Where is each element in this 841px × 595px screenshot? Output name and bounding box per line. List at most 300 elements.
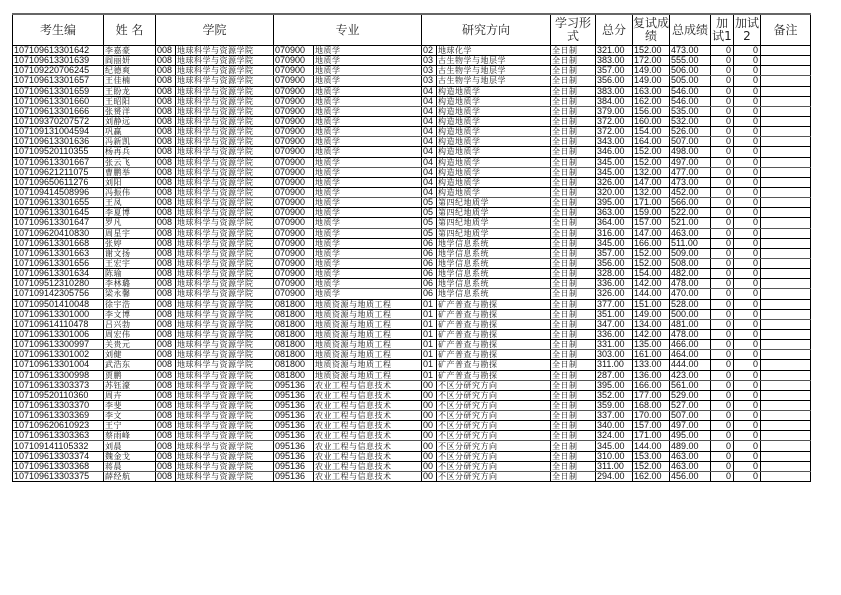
cell-direction: 不区分研究方向 [437, 421, 551, 431]
cell-major: 地质学 [314, 137, 422, 147]
cell-direction: 不区分研究方向 [437, 441, 551, 451]
cell-exam-id: 107109613301656 [13, 258, 104, 268]
cell-retest: 152.00 [633, 258, 670, 268]
cell-retest: 164.00 [633, 137, 670, 147]
cell-remark [761, 269, 811, 279]
cell-major: 农业工程与信息技术 [314, 431, 422, 441]
cell-name: 王佳楠 [104, 76, 156, 86]
cell-study-form: 全日制 [551, 340, 596, 350]
cell-study-form: 全日制 [551, 299, 596, 309]
cell-study-form: 全日制 [551, 390, 596, 400]
cell-extra2: 0 [734, 106, 761, 116]
table-row [13, 431, 811, 441]
cell-final: 423.00 [670, 370, 711, 380]
cell-extra2: 0 [734, 137, 761, 147]
cell-name: 张云飞 [104, 157, 156, 167]
cell-extra1: 0 [711, 137, 734, 147]
cell-exam-id: 107109613301666 [13, 106, 104, 116]
cell-retest: 147.00 [633, 177, 670, 187]
cell-exam-id: 107109613303370 [13, 400, 104, 410]
header-exam-id: 考生编 [13, 14, 104, 46]
cell-major: 农业工程与信息技术 [314, 471, 422, 481]
cell-extra1: 0 [711, 167, 734, 177]
cell-final: 526.00 [670, 127, 711, 137]
cell-direction-code: 04 [422, 187, 437, 197]
cell-remark [761, 56, 811, 66]
cell-college: 地球科学与资源学院 [176, 238, 274, 248]
cell-extra2: 0 [734, 96, 761, 106]
cell-extra1: 0 [711, 228, 734, 238]
cell-total: 316.00 [596, 228, 633, 238]
table-row [13, 187, 811, 197]
cell-extra1: 0 [711, 431, 734, 441]
cell-total: 303.00 [596, 350, 633, 360]
cell-name: 冯新凯 [104, 137, 156, 147]
cell-exam-id: 107109142305756 [13, 289, 104, 299]
cell-total: 311.00 [596, 461, 633, 471]
cell-direction-code: 04 [422, 137, 437, 147]
cell-retest: 134.00 [633, 319, 670, 329]
cell-total: 331.00 [596, 340, 633, 350]
cell-major-code: 070900 [274, 218, 314, 228]
cell-remark [761, 390, 811, 400]
cell-name: 陈瑜 [104, 269, 156, 279]
cell-direction: 不区分研究方向 [437, 411, 551, 421]
cell-direction-code: 04 [422, 177, 437, 187]
cell-retest: 133.00 [633, 360, 670, 370]
cell-remark [761, 461, 811, 471]
cell-extra2: 0 [734, 370, 761, 380]
table-row [13, 167, 811, 177]
cell-study-form: 全日制 [551, 218, 596, 228]
table-row [13, 360, 811, 370]
cell-study-form: 全日制 [551, 471, 596, 481]
cell-college: 地球科学与资源学院 [176, 471, 274, 481]
header-name: 姓 名 [104, 14, 156, 46]
cell-name: 王盼龙 [104, 86, 156, 96]
cell-college: 地球科学与资源学院 [176, 309, 274, 319]
cell-direction: 矿产普查与勘探 [437, 299, 551, 309]
cell-direction: 不区分研究方向 [437, 471, 551, 481]
cell-exam-id: 107109613303363 [13, 431, 104, 441]
cell-final: 546.00 [670, 86, 711, 96]
cell-direction-code: 00 [422, 380, 437, 390]
cell-extra2: 0 [734, 86, 761, 96]
cell-college: 地球科学与资源学院 [176, 157, 274, 167]
cell-direction-code: 05 [422, 218, 437, 228]
admission-score-table [12, 13, 811, 482]
cell-total: 351.00 [596, 309, 633, 319]
cell-direction-code: 01 [422, 319, 437, 329]
cell-extra1: 0 [711, 471, 734, 481]
cell-direction: 矿产普查与勘探 [437, 370, 551, 380]
cell-name: 周星宇 [104, 228, 156, 238]
cell-major: 农业工程与信息技术 [314, 380, 422, 390]
cell-extra2: 0 [734, 309, 761, 319]
cell-name: 刘静远 [104, 116, 156, 126]
cell-college: 地球科学与资源学院 [176, 400, 274, 410]
cell-final: 500.00 [670, 309, 711, 319]
cell-major-code: 095136 [274, 380, 314, 390]
cell-college-code: 008 [156, 187, 176, 197]
cell-final: 495.00 [670, 431, 711, 441]
cell-extra2: 0 [734, 208, 761, 218]
cell-retest: 172.00 [633, 56, 670, 66]
cell-major-code: 095136 [274, 441, 314, 451]
cell-major: 地质学 [314, 238, 422, 248]
cell-final: 444.00 [670, 360, 711, 370]
cell-direction-code: 03 [422, 56, 437, 66]
cell-major-code: 095136 [274, 451, 314, 461]
cell-major-code: 070900 [274, 269, 314, 279]
cell-remark [761, 451, 811, 461]
cell-direction-code: 04 [422, 116, 437, 126]
cell-final: 506.00 [670, 66, 711, 76]
cell-major: 地质学 [314, 228, 422, 238]
cell-major-code: 081800 [274, 340, 314, 350]
cell-direction-code: 00 [422, 431, 437, 441]
cell-exam-id: 107109613303368 [13, 461, 104, 471]
cell-study-form: 全日制 [551, 279, 596, 289]
cell-college: 地球科学与资源学院 [176, 76, 274, 86]
cell-direction: 构造地质学 [437, 86, 551, 96]
cell-direction-code: 01 [422, 370, 437, 380]
cell-total: 336.00 [596, 279, 633, 289]
cell-remark [761, 228, 811, 238]
cell-extra1: 0 [711, 421, 734, 431]
cell-major: 地质学 [314, 86, 422, 96]
cell-college-code: 008 [156, 258, 176, 268]
cell-extra2: 0 [734, 340, 761, 350]
cell-study-form: 全日制 [551, 127, 596, 137]
cell-college: 地球科学与资源学院 [176, 329, 274, 339]
cell-major-code: 070900 [274, 258, 314, 268]
cell-extra2: 0 [734, 421, 761, 431]
cell-college: 地球科学与资源学院 [176, 167, 274, 177]
cell-extra1: 0 [711, 187, 734, 197]
cell-direction-code: 00 [422, 390, 437, 400]
cell-name: 王昭阳 [104, 96, 156, 106]
cell-study-form: 全日制 [551, 309, 596, 319]
table-body [13, 46, 811, 482]
cell-extra1: 0 [711, 66, 734, 76]
cell-name: 梁永馨 [104, 289, 156, 299]
cell-college-code: 008 [156, 370, 176, 380]
cell-remark [761, 137, 811, 147]
cell-direction-code: 00 [422, 471, 437, 481]
table-row [13, 461, 811, 471]
header-major: 专业 [274, 14, 422, 46]
cell-college-code: 008 [156, 228, 176, 238]
cell-final: 489.00 [670, 441, 711, 451]
table-row [13, 106, 811, 116]
cell-name: 巩赢 [104, 127, 156, 137]
cell-college: 地球科学与资源学院 [176, 461, 274, 471]
cell-major-code: 070900 [274, 46, 314, 56]
cell-study-form: 全日制 [551, 451, 596, 461]
header-row [13, 14, 811, 46]
cell-name: 魏金戈 [104, 451, 156, 461]
cell-retest: 151.00 [633, 299, 670, 309]
cell-study-form: 全日制 [551, 137, 596, 147]
cell-exam-id: 107109520110360 [13, 390, 104, 400]
cell-extra2: 0 [734, 198, 761, 208]
cell-total: 345.00 [596, 157, 633, 167]
cell-extra2: 0 [734, 228, 761, 238]
cell-direction: 古生物学与地层学 [437, 56, 551, 66]
cell-major: 地质学 [314, 106, 422, 116]
cell-name: 李文博 [104, 309, 156, 319]
cell-college: 地球科学与资源学院 [176, 208, 274, 218]
cell-direction-code: 00 [422, 461, 437, 471]
cell-total: 310.00 [596, 451, 633, 461]
cell-college-code: 008 [156, 421, 176, 431]
cell-extra2: 0 [734, 46, 761, 56]
header-extra1: 加试1 [711, 14, 734, 46]
cell-college: 地球科学与资源学院 [176, 96, 274, 106]
cell-retest: 171.00 [633, 198, 670, 208]
cell-study-form: 全日制 [551, 66, 596, 76]
table-row [13, 258, 811, 268]
cell-major: 地质学 [314, 289, 422, 299]
cell-total: 379.00 [596, 106, 633, 116]
cell-direction: 矿产普查与勘探 [437, 350, 551, 360]
cell-retest: 157.00 [633, 421, 670, 431]
cell-total: 294.00 [596, 471, 633, 481]
header-direction: 研究方向 [422, 14, 551, 46]
cell-direction-code: 05 [422, 228, 437, 238]
cell-extra1: 0 [711, 157, 734, 167]
cell-remark [761, 238, 811, 248]
cell-exam-id: 107109620410830 [13, 228, 104, 238]
cell-extra2: 0 [734, 177, 761, 187]
cell-direction: 地学信息系统 [437, 258, 551, 268]
cell-extra1: 0 [711, 329, 734, 339]
table-row [13, 198, 811, 208]
cell-college-code: 008 [156, 400, 176, 410]
cell-final: 528.00 [670, 299, 711, 309]
cell-major-code: 070900 [274, 137, 314, 147]
table-row [13, 289, 811, 299]
table-row [13, 340, 811, 350]
cell-major-code: 070900 [274, 279, 314, 289]
cell-retest: 149.00 [633, 66, 670, 76]
cell-total: 326.00 [596, 289, 633, 299]
cell-study-form: 全日制 [551, 289, 596, 299]
cell-extra2: 0 [734, 218, 761, 228]
cell-exam-id: 107109613301002 [13, 350, 104, 360]
cell-final: 478.00 [670, 329, 711, 339]
cell-extra2: 0 [734, 360, 761, 370]
cell-college-code: 008 [156, 329, 176, 339]
cell-college: 地球科学与资源学院 [176, 187, 274, 197]
cell-major-code: 070900 [274, 208, 314, 218]
cell-total: 320.00 [596, 187, 633, 197]
cell-total: 345.00 [596, 167, 633, 177]
cell-major-code: 070900 [274, 248, 314, 258]
table-row [13, 147, 811, 157]
cell-retest: 132.00 [633, 167, 670, 177]
cell-name: 薛经航 [104, 471, 156, 481]
cell-remark [761, 116, 811, 126]
cell-extra1: 0 [711, 360, 734, 370]
cell-college: 地球科学与资源学院 [176, 360, 274, 370]
cell-exam-id: 107109520110355 [13, 147, 104, 157]
cell-study-form: 全日制 [551, 46, 596, 56]
cell-name: 阎丽妍 [104, 56, 156, 66]
cell-major-code: 095136 [274, 411, 314, 421]
cell-college: 地球科学与资源学院 [176, 86, 274, 96]
header-remark: 备注 [761, 14, 811, 46]
cell-name: 谢文扬 [104, 248, 156, 258]
cell-study-form: 全日制 [551, 400, 596, 410]
cell-retest: 161.00 [633, 350, 670, 360]
cell-college-code: 008 [156, 198, 176, 208]
cell-remark [761, 289, 811, 299]
cell-final: 509.00 [670, 248, 711, 258]
cell-final: 535.00 [670, 106, 711, 116]
cell-name: 王宏宇 [104, 258, 156, 268]
table-row [13, 390, 811, 400]
cell-final: 473.00 [670, 46, 711, 56]
table-row [13, 96, 811, 106]
cell-extra2: 0 [734, 471, 761, 481]
cell-remark [761, 279, 811, 289]
cell-extra2: 0 [734, 248, 761, 258]
cell-final: 566.00 [670, 198, 711, 208]
cell-retest: 152.00 [633, 461, 670, 471]
cell-exam-id: 107109613301667 [13, 157, 104, 167]
table-row [13, 380, 811, 390]
cell-exam-id: 107109131004594 [13, 127, 104, 137]
cell-total: 383.00 [596, 86, 633, 96]
cell-direction-code: 04 [422, 96, 437, 106]
cell-direction: 构造地质学 [437, 116, 551, 126]
cell-direction: 构造地质学 [437, 167, 551, 177]
cell-retest: 159.00 [633, 208, 670, 218]
cell-college: 地球科学与资源学院 [176, 177, 274, 187]
cell-remark [761, 208, 811, 218]
cell-direction: 构造地质学 [437, 127, 551, 137]
cell-major-code: 070900 [274, 187, 314, 197]
cell-extra2: 0 [734, 258, 761, 268]
cell-college-code: 008 [156, 106, 176, 116]
cell-retest: 152.00 [633, 46, 670, 56]
cell-extra1: 0 [711, 127, 734, 137]
cell-extra2: 0 [734, 350, 761, 360]
cell-college: 地球科学与资源学院 [176, 350, 274, 360]
cell-extra2: 0 [734, 390, 761, 400]
cell-college-code: 008 [156, 451, 176, 461]
cell-final: 508.00 [670, 258, 711, 268]
cell-direction-code: 04 [422, 167, 437, 177]
cell-retest: 156.00 [633, 106, 670, 116]
cell-retest: 160.00 [633, 116, 670, 126]
cell-exam-id: 107109620610923 [13, 421, 104, 431]
cell-extra1: 0 [711, 208, 734, 218]
cell-college: 地球科学与资源学院 [176, 279, 274, 289]
cell-final: 507.00 [670, 137, 711, 147]
cell-final: 463.00 [670, 461, 711, 471]
cell-direction: 第四纪地质学 [437, 228, 551, 238]
table-row [13, 299, 811, 309]
cell-extra1: 0 [711, 451, 734, 461]
table-row [13, 127, 811, 137]
cell-college: 地球科学与资源学院 [176, 228, 274, 238]
cell-major-code: 070900 [274, 238, 314, 248]
cell-direction: 不区分研究方向 [437, 380, 551, 390]
cell-extra1: 0 [711, 370, 734, 380]
cell-study-form: 全日制 [551, 76, 596, 86]
cell-major-code: 081800 [274, 329, 314, 339]
cell-name: 张赟洋 [104, 106, 156, 116]
cell-final: 497.00 [670, 157, 711, 167]
cell-college: 地球科学与资源学院 [176, 340, 274, 350]
cell-major-code: 070900 [274, 228, 314, 238]
cell-retest: 153.00 [633, 451, 670, 461]
cell-college: 地球科学与资源学院 [176, 299, 274, 309]
cell-major: 农业工程与信息技术 [314, 421, 422, 431]
cell-study-form: 全日制 [551, 106, 596, 116]
cell-direction-code: 06 [422, 258, 437, 268]
cell-retest: 135.00 [633, 340, 670, 350]
cell-name: 贾鹏 [104, 370, 156, 380]
score-sheet [12, 13, 811, 482]
cell-major-code: 095136 [274, 471, 314, 481]
cell-extra1: 0 [711, 116, 734, 126]
header-study-form: 学习形式 [551, 14, 596, 46]
cell-total: 383.00 [596, 56, 633, 66]
cell-name: 王宁 [104, 421, 156, 431]
cell-study-form: 全日制 [551, 56, 596, 66]
table-row [13, 350, 811, 360]
cell-final: 521.00 [670, 218, 711, 228]
cell-final: 473.00 [670, 177, 711, 187]
table-row [13, 86, 811, 96]
cell-college-code: 008 [156, 360, 176, 370]
cell-name: 罗凡 [104, 218, 156, 228]
cell-college-code: 008 [156, 66, 176, 76]
cell-major-code: 081800 [274, 299, 314, 309]
cell-remark [761, 127, 811, 137]
cell-retest: 136.00 [633, 370, 670, 380]
cell-college: 地球科学与资源学院 [176, 218, 274, 228]
cell-extra2: 0 [734, 76, 761, 86]
cell-exam-id: 107109613301639 [13, 56, 104, 66]
cell-final: 481.00 [670, 319, 711, 329]
cell-total: 356.00 [596, 258, 633, 268]
cell-major-code: 095136 [274, 400, 314, 410]
header-extra2: 加试2 [734, 14, 761, 46]
cell-major-code: 070900 [274, 76, 314, 86]
cell-exam-id: 107109613301655 [13, 198, 104, 208]
cell-remark [761, 299, 811, 309]
cell-remark [761, 431, 811, 441]
cell-college: 地球科学与资源学院 [176, 441, 274, 451]
cell-college: 地球科学与资源学院 [176, 147, 274, 157]
cell-study-form: 全日制 [551, 269, 596, 279]
cell-extra1: 0 [711, 319, 734, 329]
cell-exam-id: 107109650611276 [13, 177, 104, 187]
cell-extra1: 0 [711, 340, 734, 350]
cell-extra1: 0 [711, 289, 734, 299]
cell-extra2: 0 [734, 66, 761, 76]
cell-final: 561.00 [670, 380, 711, 390]
cell-study-form: 全日制 [551, 198, 596, 208]
cell-college-code: 008 [156, 340, 176, 350]
cell-direction: 不区分研究方向 [437, 451, 551, 461]
cell-name: 徐宇浩 [104, 299, 156, 309]
